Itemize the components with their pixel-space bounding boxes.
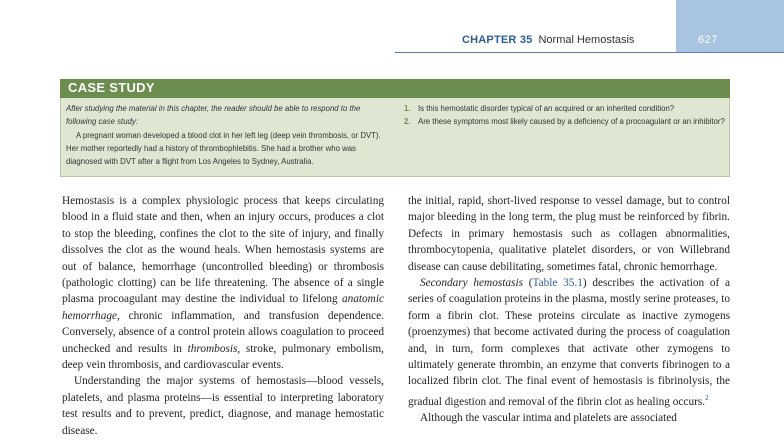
emphasis: anatomic hemorrhage, [62,293,384,322]
case-study-questions [404,102,726,128]
body-column-right [408,193,730,426]
case-question [404,102,726,115]
chapter-label: CHAPTER 35 [462,34,533,46]
emphasis: Secondary hemostasis [420,277,523,290]
header-rule [395,52,784,53]
question-number: 1. [404,104,411,113]
text-run: ) describes the activation of a series of coagulation proteins in the plasma, mostly serine proteases, to form a fibrin clot. These proteins circulate as inactive zymogens (proenzymes) that become activated during the process of coagulation and, in turn, form complexes that activate other zymogens to ultimately generate thrombin, an enzyme that converts fibrinogen to a localized fibrin clot. The final event of hemostasis is fibrinolysis, the gradual digestion and removal of the fibrin clot as healing occurs. [408,277,731,408]
paragraph [62,193,384,373]
paragraph: Understanding the major systems of hemostasis—blood vessels, platelets, and plasma proteins—is essential to interpreting laboratory test results and to prevent, predict, diagnose, and manage hemostatic disease. [62,375,384,437]
table-link[interactable]: Table 35.1 [532,277,583,290]
emphasis: thrombosis, [187,342,241,355]
case-study-title-bar [60,79,730,98]
paragraph: Although the vascular intima and platelets are associated [420,412,677,425]
paragraph: the initial, rapid, short-lived response to vessel damage, but to control major bleeding in the long term, the plug must be reinforced by fibrin. Defects in primary hemostasis such as collagen abnormalities, thrombocytopenia, qualitative platelet disorders, or von Willebrand disease can cause debilitating, sometimes fatal, chronic hemorrhage. [408,195,730,273]
chapter-title: Normal Hemostasis [538,34,635,46]
body-column-left [62,193,384,439]
chapter-header [462,34,634,46]
text-run: Hemostasis is a complex physiologic process that keeps circulating blood in a fluid state and then, when an injury occurs, produces a clot to stop the bleeding, confines the clot to the site of injury, and finally dissolves the clot as the wound heals. When hemostasis systems are out of balance, hemorrhage (uncontrolled bleeding) or thrombosis (pathologic clotting) can be life threatening. The absence of a single plasma procoagulant may destine the individual to lifelong [62,195,384,306]
text-run: stroke, pulmonary embolism, deep vein thrombosis, and cardiovascular events. [62,342,384,372]
text-run: chronic inflammation, and transfusion dependence. Conversely, absence of a control protein allows coagulation to proceed unchecked and results in [62,309,384,355]
question-number: 2. [404,117,411,126]
question-text: Are these symptoms most likely caused by a deficiency of a procoagulant or an inhibitor? [418,117,725,126]
reference-link[interactable]: 2 [705,393,709,402]
case-study-intro: After studying the material in this chapter, the reader should be able to respond to the following case study: [66,104,361,126]
case-study-title: CASE STUDY [68,80,155,95]
paragraph [408,275,730,410]
page-number: 627 [698,34,718,46]
case-question [404,115,726,128]
case-study-body: A pregnant woman developed a blood clot in her left leg (deep vein thrombosis, or DVT). Her mother reportedly had a history of thrombophlebitis. She had a brother who was diagnosed with DVT after a flight from Los Angeles to Sydney, Australia. [66,131,381,166]
text-run: ( [522,277,533,290]
case-study-scenario [66,102,386,168]
question-text: Is this hemostatic disorder typical of an acquired or an inherited condition? [418,104,675,113]
page-number-tab [676,0,784,52]
